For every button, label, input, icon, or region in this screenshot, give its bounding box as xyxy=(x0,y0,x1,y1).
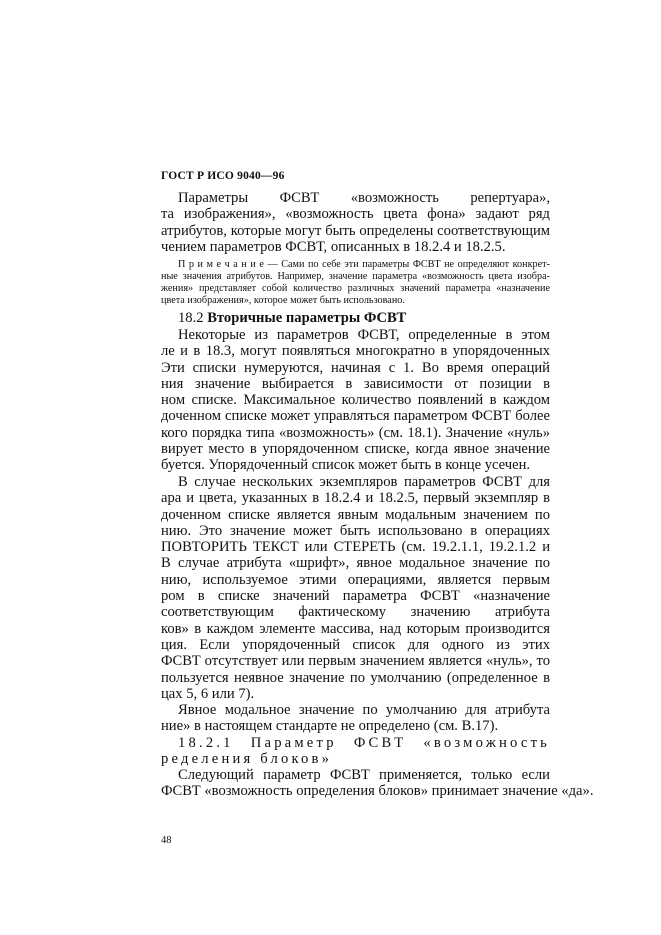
subsection-heading xyxy=(161,735,550,768)
paragraph-1 xyxy=(161,190,550,255)
paragraph-3 xyxy=(161,474,550,702)
text-line: ле и в 18.3, могут появляться многократно в упорядоченных xyxy=(161,343,550,360)
text-line: буется. Упорядоченный список может быть в конце усечен. xyxy=(161,457,531,474)
text-line: В случае нескольких экземпляров параметров ФСВТ для xyxy=(178,474,550,490)
text-line: Эти списки нумеруются, начиная с 1. Во время операций xyxy=(161,359,550,376)
page-number: 48 xyxy=(161,835,172,846)
text-line: ном списке. Максимальное количество появлений в каждом xyxy=(161,392,550,409)
text-line: ром в списке значений параметра ФСВТ «назначение xyxy=(161,588,550,605)
section-title: Вторичные параметры ФСВТ xyxy=(207,310,407,326)
section-heading xyxy=(161,310,550,326)
text-line: та изображения», «возможность цвета фона» задают ряд xyxy=(161,206,550,223)
text-line: ПОВТОРИТЬ ТЕКСТ или СТЕРЕТЬ (см. 19.2.1.1, 19.2.1.2 и xyxy=(161,539,550,556)
text-line: нию. Это значение может быть использовано в операциях xyxy=(161,522,550,539)
text-line: Следующий параметр ФСВТ применяется, только если xyxy=(178,767,550,783)
paragraph-2 xyxy=(161,327,550,474)
text-line: вирует место в упорядоченном списке, когда явное значение xyxy=(161,441,550,458)
text-line: атрибутов, которые могут быть определены соответствующим xyxy=(161,222,550,239)
text-line: ков» в каждом элементе массива, над которым производится xyxy=(161,620,550,637)
text-line: ФСВТ отсутствует или первым значением является «нуль», то xyxy=(161,653,550,670)
subsection-heading-line: 18.2.1 Параметр ФСВТ «возможность xyxy=(178,735,550,751)
text-line: чением параметров ФСВТ, описанных в 18.2.4 и 18.2.5. xyxy=(161,238,506,255)
text-line: ара и цвета, указанных в 18.2.4 и 18.2.5, первый экземпляр в xyxy=(161,490,550,507)
text-line: Явное модальное значение по умолчанию для атрибута xyxy=(178,702,550,718)
text-line: Параметры ФСВТ «возможность репертуара», xyxy=(178,190,550,206)
text-line: ния значение выбирается в зависимости от позиции в xyxy=(161,375,550,392)
paragraph-4 xyxy=(161,702,550,735)
text-line: П р и м е ч а н и е — Сами по себе эти параметры ФСВТ не определяют конкрет- xyxy=(178,259,550,270)
text-line: ция. Если упорядоченный список для одного из этих xyxy=(161,636,550,653)
subsection-heading-line: ределения блоков» xyxy=(161,751,333,768)
text-line: ние» в настоящем стандарте не определено (см. В.17). xyxy=(161,718,499,735)
running-header: ГОСТ Р ИСО 9040—96 xyxy=(161,170,285,182)
text-line: пользуется неявное значение по умолчанию (определенное в xyxy=(161,669,550,686)
text-line: цах 5, 6 или 7). xyxy=(161,685,255,702)
text-line: В случае атрибута «шрифт», явное модальное значение по xyxy=(161,555,550,572)
text-line: цвета изображения», которое может быть использовано. xyxy=(161,295,405,306)
text-line: жения» представляет собой количество различных значений параметра «назначение xyxy=(161,283,550,294)
text-line: соответствующим фактическому значению атрибута xyxy=(161,604,550,621)
text-line: кого порядка типа «возможность» (см. 18.1). Значение «нуль» xyxy=(161,424,550,441)
note xyxy=(161,259,550,307)
section-number: 18.2 xyxy=(178,310,204,326)
paragraph-5 xyxy=(161,767,594,800)
text-line: ФСВТ «возможность определения блоков» принимает значение «да». xyxy=(161,783,594,800)
text-line: нию, используемое этими операциями, является первым xyxy=(161,571,550,588)
text-line: Некоторые из параметров ФСВТ, определенные в этом xyxy=(178,327,550,343)
text-line: доченном списке может управляться параметром ФСВТ более xyxy=(161,408,550,425)
text-line: ные значения атрибутов. Например, значение параметра «возможность цвета изобра- xyxy=(161,271,550,282)
text-line: доченном списке является явным модальным значением по xyxy=(161,506,550,523)
